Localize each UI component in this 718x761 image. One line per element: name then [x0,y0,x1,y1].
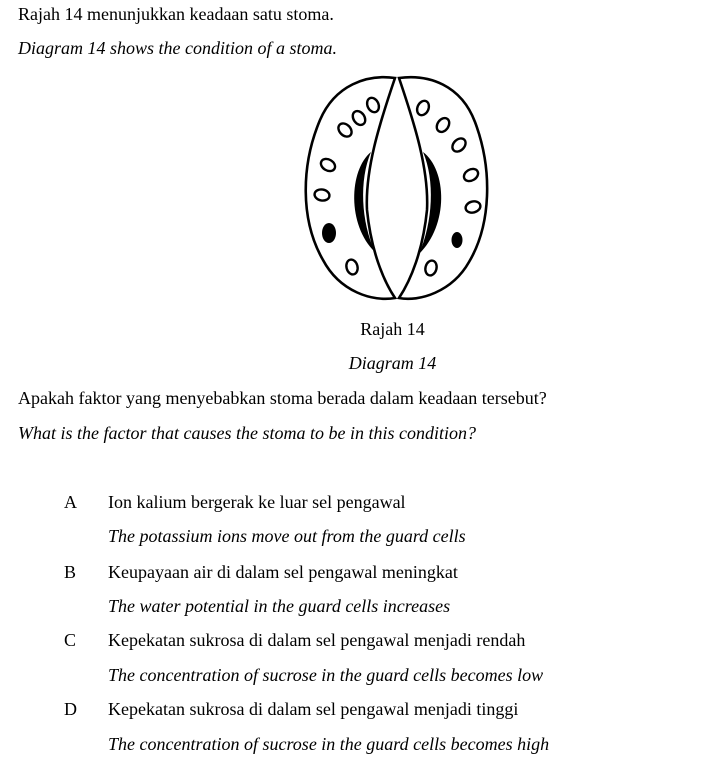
chloroplasts-right [415,99,482,277]
intro-english: Diagram 14 shows the condition of a stoma. [18,38,338,58]
stoma-diagram [295,70,495,305]
option-letter: B [64,562,77,582]
left-nucleus [322,223,336,243]
option-text-malay: Kepekatan sukrosa di dalam sel pengawal menjadi tinggi [108,699,519,719]
intro-malay: Rajah 14 menunjukkan keadaan satu stoma. [18,4,334,24]
option-text-english: The concentration of sucrose in the guard cells becomes low [108,665,544,685]
option-text-malay: Ion kalium bergerak ke luar sel pengawal [108,492,406,512]
chloroplasts-left [314,96,381,276]
option-letter: C [64,630,77,650]
option-text-english: The water potential in the guard cells increases [108,596,451,616]
prompt-malay: Apakah faktor yang menyebabkan stoma berada dalam keadaan tersebut? [18,388,547,408]
prompt-english: What is the factor that causes the stoma to be in this condition? [18,423,476,443]
right-nucleus [452,232,463,248]
figure-caption-english: Diagram 14 [348,353,437,373]
option-text-malay: Keupayaan air di dalam sel pengawal meningkat [108,562,458,582]
right-guard-cell [399,77,487,299]
option-text-malay: Kepekatan sukrosa di dalam sel pengawal menjadi rendah [108,630,526,650]
left-guard-cell [306,77,395,299]
option-text-english: The potassium ions move out from the guard cells [108,526,466,546]
option-letter: D [64,699,77,719]
figure-caption-malay: Rajah 14 [360,319,425,339]
option-letter: A [64,492,77,512]
option-text-english: The concentration of sucrose in the guard cells becomes high [108,734,550,754]
